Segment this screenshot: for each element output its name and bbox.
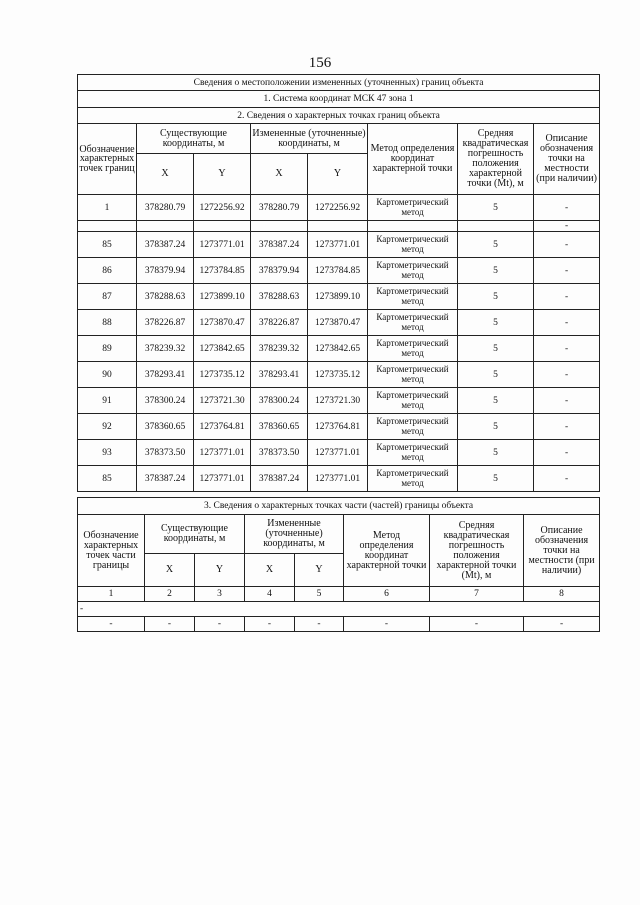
cell-cx: 378288.63 bbox=[251, 284, 308, 310]
table-row bbox=[78, 284, 600, 310]
cell-method: Картометрический метод bbox=[368, 388, 458, 414]
header-point: Обозначение характерных точек границ bbox=[78, 124, 137, 195]
cell-ey: 1273771.01 bbox=[194, 232, 251, 258]
cell-ey: 1273784.85 bbox=[194, 258, 251, 284]
cell-ex: 378373.50 bbox=[137, 440, 194, 466]
cell-point: 86 bbox=[78, 258, 137, 284]
header-accuracy: Средняя квадратическая погрешность положения характерной точки (Mt), м bbox=[458, 124, 534, 195]
cell-mt: 5 bbox=[458, 388, 534, 414]
cell-ex: 378293.41 bbox=[137, 362, 194, 388]
cell-ex: 378379.94 bbox=[137, 258, 194, 284]
cell-method: Картометрический метод bbox=[368, 440, 458, 466]
cell-ey: 1273735.12 bbox=[194, 362, 251, 388]
column-number: 8 bbox=[524, 587, 600, 602]
cell-cx: 378387.24 bbox=[251, 232, 308, 258]
cell-ey: 1273870.47 bbox=[194, 310, 251, 336]
section2-title: 2. Сведения о характерных точках границ объекта bbox=[78, 108, 600, 124]
table-row bbox=[78, 232, 600, 258]
cell-method: Картометрический метод bbox=[368, 336, 458, 362]
table-cell: - bbox=[295, 617, 344, 632]
column-number: 5 bbox=[295, 587, 344, 602]
table-row bbox=[78, 388, 600, 414]
header-x: X bbox=[245, 554, 295, 587]
header-existing: Существующие координаты, м bbox=[137, 124, 251, 154]
header-changed: Измененные (уточненные) координаты, м bbox=[245, 515, 344, 554]
cell-ey: 1273764.81 bbox=[194, 414, 251, 440]
cell-method bbox=[368, 221, 458, 232]
header-x: X bbox=[251, 154, 308, 195]
header-accuracy: Средняя квадратическая погрешность положения характерной точки (Mt), м bbox=[430, 515, 524, 587]
table-row bbox=[78, 414, 600, 440]
cell-desc: - bbox=[534, 221, 600, 232]
table-cell: - bbox=[195, 617, 245, 632]
cell-point: 1 bbox=[78, 195, 137, 221]
header-existing: Существующие координаты, м bbox=[145, 515, 245, 554]
cell-method: Картометрический метод bbox=[368, 258, 458, 284]
cell-cy: 1273771.01 bbox=[308, 440, 368, 466]
column-number: 3 bbox=[195, 587, 245, 602]
part-label-row: - bbox=[78, 602, 600, 617]
cell-cx: 378293.41 bbox=[251, 362, 308, 388]
cell-ex: 378387.24 bbox=[137, 232, 194, 258]
table-row bbox=[78, 221, 600, 232]
column-number: 4 bbox=[245, 587, 295, 602]
cell-point: 89 bbox=[78, 336, 137, 362]
cell-point: 93 bbox=[78, 440, 137, 466]
cell-ex: 378288.63 bbox=[137, 284, 194, 310]
table-row bbox=[78, 258, 600, 284]
cell-point: 92 bbox=[78, 414, 137, 440]
cell-method: Картометрический метод bbox=[368, 362, 458, 388]
cell-cy: 1273764.81 bbox=[308, 414, 368, 440]
section-title: Сведения о местоположении измененных (уточненных) границ объекта bbox=[78, 75, 600, 91]
cell-ey: 1273771.01 bbox=[194, 466, 251, 492]
header-changed: Измененные (уточненные) координаты, м bbox=[251, 124, 368, 154]
header-method: Метод определения координат характерной точки bbox=[344, 515, 430, 587]
cell-mt: 5 bbox=[458, 284, 534, 310]
cell-method: Картометрический метод bbox=[368, 310, 458, 336]
cell-cy: 1273721.30 bbox=[308, 388, 368, 414]
header-y: Y bbox=[295, 554, 344, 587]
cell-cy: 1273735.12 bbox=[308, 362, 368, 388]
cell-desc: - bbox=[534, 310, 600, 336]
cell-cx: 378373.50 bbox=[251, 440, 308, 466]
cell-cx bbox=[251, 221, 308, 232]
cell-point: 87 bbox=[78, 284, 137, 310]
cell-cx: 378379.94 bbox=[251, 258, 308, 284]
cell-method: Картометрический метод bbox=[368, 466, 458, 492]
cell-point: 91 bbox=[78, 388, 137, 414]
cell-cx: 378280.79 bbox=[251, 195, 308, 221]
cell-desc: - bbox=[534, 284, 600, 310]
cell-cx: 378300.24 bbox=[251, 388, 308, 414]
cell-cx: 378239.32 bbox=[251, 336, 308, 362]
header-y: Y bbox=[308, 154, 368, 195]
cell-point: 85 bbox=[78, 466, 137, 492]
cell-ex: 378239.32 bbox=[137, 336, 194, 362]
cell-cy bbox=[308, 221, 368, 232]
coord-system: 1. Система координат МСК 47 зона 1 bbox=[78, 91, 600, 108]
cell-cy: 1273870.47 bbox=[308, 310, 368, 336]
table-cell: - bbox=[430, 617, 524, 632]
header-x: X bbox=[137, 154, 194, 195]
cell-point: 85 bbox=[78, 232, 137, 258]
boundary-points-table bbox=[77, 74, 600, 492]
cell-desc: - bbox=[534, 362, 600, 388]
cell-desc: - bbox=[534, 440, 600, 466]
cell-method: Картометрический метод bbox=[368, 414, 458, 440]
header-description: Описание обозначения точки на местности (при наличии) bbox=[534, 124, 600, 195]
cell-ex: 378300.24 bbox=[137, 388, 194, 414]
column-number: 6 bbox=[344, 587, 430, 602]
cell-cy: 1272256.92 bbox=[308, 195, 368, 221]
cell-desc: - bbox=[534, 232, 600, 258]
cell-ey bbox=[194, 221, 251, 232]
cell-mt: 5 bbox=[458, 232, 534, 258]
section3-title: 3. Сведения о характерных точках части (частей) границы объекта bbox=[78, 498, 600, 515]
cell-desc: - bbox=[534, 388, 600, 414]
cell-desc: - bbox=[534, 195, 600, 221]
cell-mt: 5 bbox=[458, 362, 534, 388]
cell-desc: - bbox=[534, 336, 600, 362]
cell-method: Картометрический метод bbox=[368, 195, 458, 221]
cell-ey: 1273721.30 bbox=[194, 388, 251, 414]
cell-cy: 1273771.01 bbox=[308, 466, 368, 492]
cell-desc: - bbox=[534, 258, 600, 284]
header-method: Метод определения координат характерной точки bbox=[368, 124, 458, 195]
table-cell: - bbox=[524, 617, 600, 632]
part-points-table bbox=[77, 497, 600, 632]
cell-ey: 1273899.10 bbox=[194, 284, 251, 310]
cell-mt bbox=[458, 221, 534, 232]
cell-cy: 1273784.85 bbox=[308, 258, 368, 284]
table-cell: - bbox=[78, 617, 145, 632]
cell-cy: 1273899.10 bbox=[308, 284, 368, 310]
cell-ey: 1272256.92 bbox=[194, 195, 251, 221]
table-row bbox=[78, 195, 600, 221]
table-cell: - bbox=[245, 617, 295, 632]
header-description: Описание обозначения точки на местности (при наличии) bbox=[524, 515, 600, 587]
cell-cy: 1273771.01 bbox=[308, 232, 368, 258]
header-point: Обозначение характерных точек части границы bbox=[78, 515, 145, 587]
cell-ex: 378280.79 bbox=[137, 195, 194, 221]
table-row bbox=[78, 466, 600, 492]
cell-mt: 5 bbox=[458, 336, 534, 362]
cell-ex bbox=[137, 221, 194, 232]
column-number: 7 bbox=[430, 587, 524, 602]
cell-mt: 5 bbox=[458, 310, 534, 336]
column-number: 1 bbox=[78, 587, 145, 602]
cell-point bbox=[78, 221, 137, 232]
cell-mt: 5 bbox=[458, 440, 534, 466]
cell-point: 90 bbox=[78, 362, 137, 388]
table-row bbox=[78, 336, 600, 362]
header-y: Y bbox=[195, 554, 245, 587]
table-row bbox=[78, 362, 600, 388]
cell-ex: 378226.87 bbox=[137, 310, 194, 336]
header-x: X bbox=[145, 554, 195, 587]
page-number: 156 bbox=[308, 55, 332, 71]
cell-cy: 1273842.65 bbox=[308, 336, 368, 362]
cell-mt: 5 bbox=[458, 258, 534, 284]
table-cell: - bbox=[344, 617, 430, 632]
header-y: Y bbox=[194, 154, 251, 195]
cell-ex: 378360.65 bbox=[137, 414, 194, 440]
table-cell: - bbox=[145, 617, 195, 632]
table-row bbox=[78, 310, 600, 336]
cell-cx: 378226.87 bbox=[251, 310, 308, 336]
cell-ey: 1273842.65 bbox=[194, 336, 251, 362]
cell-method: Картометрический метод bbox=[368, 284, 458, 310]
cell-method: Картометрический метод bbox=[368, 232, 458, 258]
cell-cx: 378387.24 bbox=[251, 466, 308, 492]
cell-mt: 5 bbox=[458, 414, 534, 440]
column-number: 2 bbox=[145, 587, 195, 602]
cell-mt: 5 bbox=[458, 466, 534, 492]
cell-point: 88 bbox=[78, 310, 137, 336]
cell-ex: 378387.24 bbox=[137, 466, 194, 492]
cell-mt: 5 bbox=[458, 195, 534, 221]
cell-ey: 1273771.01 bbox=[194, 440, 251, 466]
cell-cx: 378360.65 bbox=[251, 414, 308, 440]
cell-desc: - bbox=[534, 466, 600, 492]
cell-desc: - bbox=[534, 414, 600, 440]
table-row bbox=[78, 440, 600, 466]
